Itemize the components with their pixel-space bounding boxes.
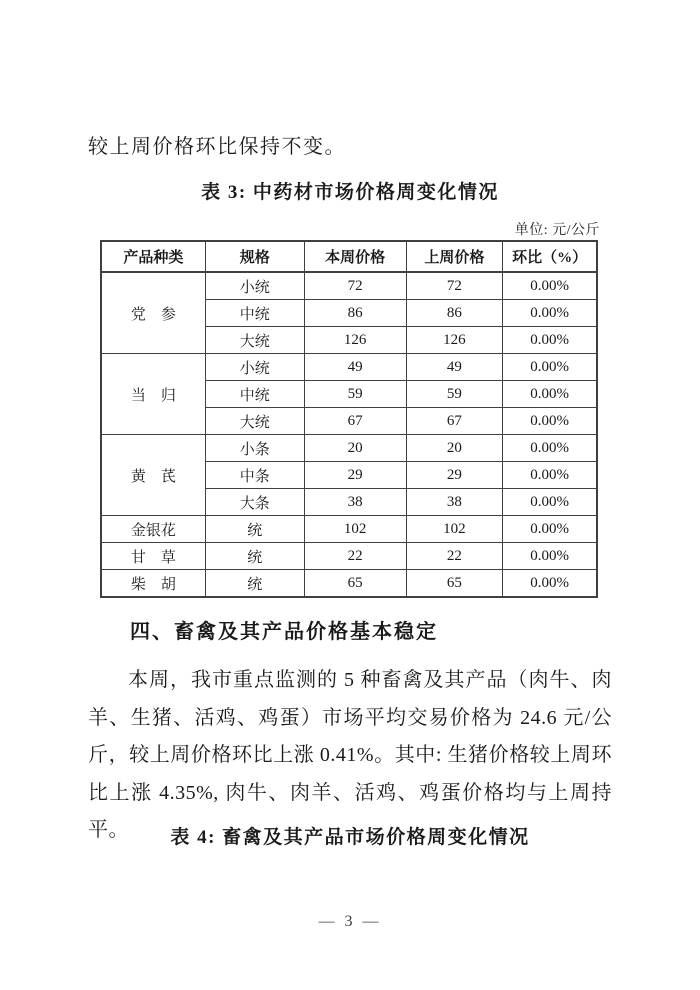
spec-cell: 大条	[205, 489, 304, 516]
this-week-price-cell: 126	[304, 327, 406, 354]
spec-cell: 中统	[205, 300, 304, 327]
product-name-cell: 当 归	[101, 354, 205, 435]
last-week-price-cell: 59	[406, 381, 503, 408]
wow-change-cell: 0.00%	[503, 543, 597, 570]
medicine-price-table	[100, 240, 598, 598]
col-last-week-price: 上周价格	[406, 241, 503, 272]
this-week-price-cell: 29	[304, 462, 406, 489]
this-week-price-cell: 38	[304, 489, 406, 516]
product-name-cell: 甘 草	[101, 543, 205, 570]
col-product-type: 产品种类	[101, 241, 205, 272]
last-week-price-cell: 86	[406, 300, 503, 327]
table-row	[101, 435, 597, 462]
spec-cell: 小统	[205, 272, 304, 300]
table-row	[101, 272, 597, 300]
product-name-cell: 柴 胡	[101, 570, 205, 598]
this-week-price-cell: 102	[304, 516, 406, 543]
spec-cell: 统	[205, 543, 304, 570]
spec-cell: 小条	[205, 435, 304, 462]
wow-change-cell: 0.00%	[503, 408, 597, 435]
body-paragraph: 本周，我市重点监测的 5 种畜禽及其产品（肉牛、肉羊、生猪、活鸡、鸡蛋）市场平均交易价格为 24.6 元/公斤，较上周价格环比上涨 0.41%。其中: 生猪价格较上周环比上涨 4.35%, 肉牛、肉羊、活鸡、鸡蛋价格均与上周持平。	[88, 669, 612, 841]
this-week-price-cell: 86	[304, 300, 406, 327]
last-week-price-cell: 72	[406, 272, 503, 300]
wow-change-cell: 0.00%	[503, 381, 597, 408]
table-row	[101, 516, 597, 543]
table-row	[101, 354, 597, 381]
wow-change-cell: 0.00%	[503, 354, 597, 381]
this-week-price-cell: 72	[304, 272, 406, 300]
wow-change-cell: 0.00%	[503, 272, 597, 300]
last-week-price-cell: 102	[406, 516, 503, 543]
spec-cell: 中统	[205, 381, 304, 408]
spec-cell: 大统	[205, 408, 304, 435]
intro-paragraph: 较上周价格环比保持不变。	[88, 136, 346, 158]
wow-change-cell: 0.00%	[503, 516, 597, 543]
last-week-price-cell: 126	[406, 327, 503, 354]
unit-note: 单位: 元/公斤	[514, 223, 600, 238]
this-week-price-cell: 22	[304, 543, 406, 570]
page-number: — 3 —	[318, 913, 382, 930]
this-week-price-cell: 65	[304, 570, 406, 598]
product-name-cell: 党 参	[101, 272, 205, 354]
last-week-price-cell: 38	[406, 489, 503, 516]
wow-change-cell: 0.00%	[503, 435, 597, 462]
table3-title: 表 3: 中药材市场价格周变化情况	[201, 182, 499, 203]
product-name-cell: 金银花	[101, 516, 205, 543]
table-header-row	[101, 241, 597, 272]
spec-cell: 统	[205, 516, 304, 543]
table-row	[101, 543, 597, 570]
spec-cell: 大统	[205, 327, 304, 354]
wow-change-cell: 0.00%	[503, 327, 597, 354]
last-week-price-cell: 67	[406, 408, 503, 435]
last-week-price-cell: 49	[406, 354, 503, 381]
this-week-price-cell: 67	[304, 408, 406, 435]
this-week-price-cell: 20	[304, 435, 406, 462]
col-spec: 规格	[205, 241, 304, 272]
last-week-price-cell: 65	[406, 570, 503, 598]
last-week-price-cell: 20	[406, 435, 503, 462]
product-name-cell: 黄 芪	[101, 435, 205, 516]
col-this-week-price: 本周价格	[304, 241, 406, 272]
col-wow-change: 环比（%）	[503, 241, 597, 272]
wow-change-cell: 0.00%	[503, 300, 597, 327]
wow-change-cell: 0.00%	[503, 570, 597, 598]
spec-cell: 小统	[205, 354, 304, 381]
spec-cell: 中条	[205, 462, 304, 489]
wow-change-cell: 0.00%	[503, 489, 597, 516]
last-week-price-cell: 22	[406, 543, 503, 570]
wow-change-cell: 0.00%	[503, 462, 597, 489]
this-week-price-cell: 49	[304, 354, 406, 381]
this-week-price-cell: 59	[304, 381, 406, 408]
section-heading: 四、畜禽及其产品价格基本稳定	[130, 621, 438, 643]
last-week-price-cell: 29	[406, 462, 503, 489]
spec-cell: 统	[205, 570, 304, 598]
table-row	[101, 570, 597, 598]
table4-title: 表 4: 畜禽及其产品市场价格周变化情况	[170, 827, 530, 848]
